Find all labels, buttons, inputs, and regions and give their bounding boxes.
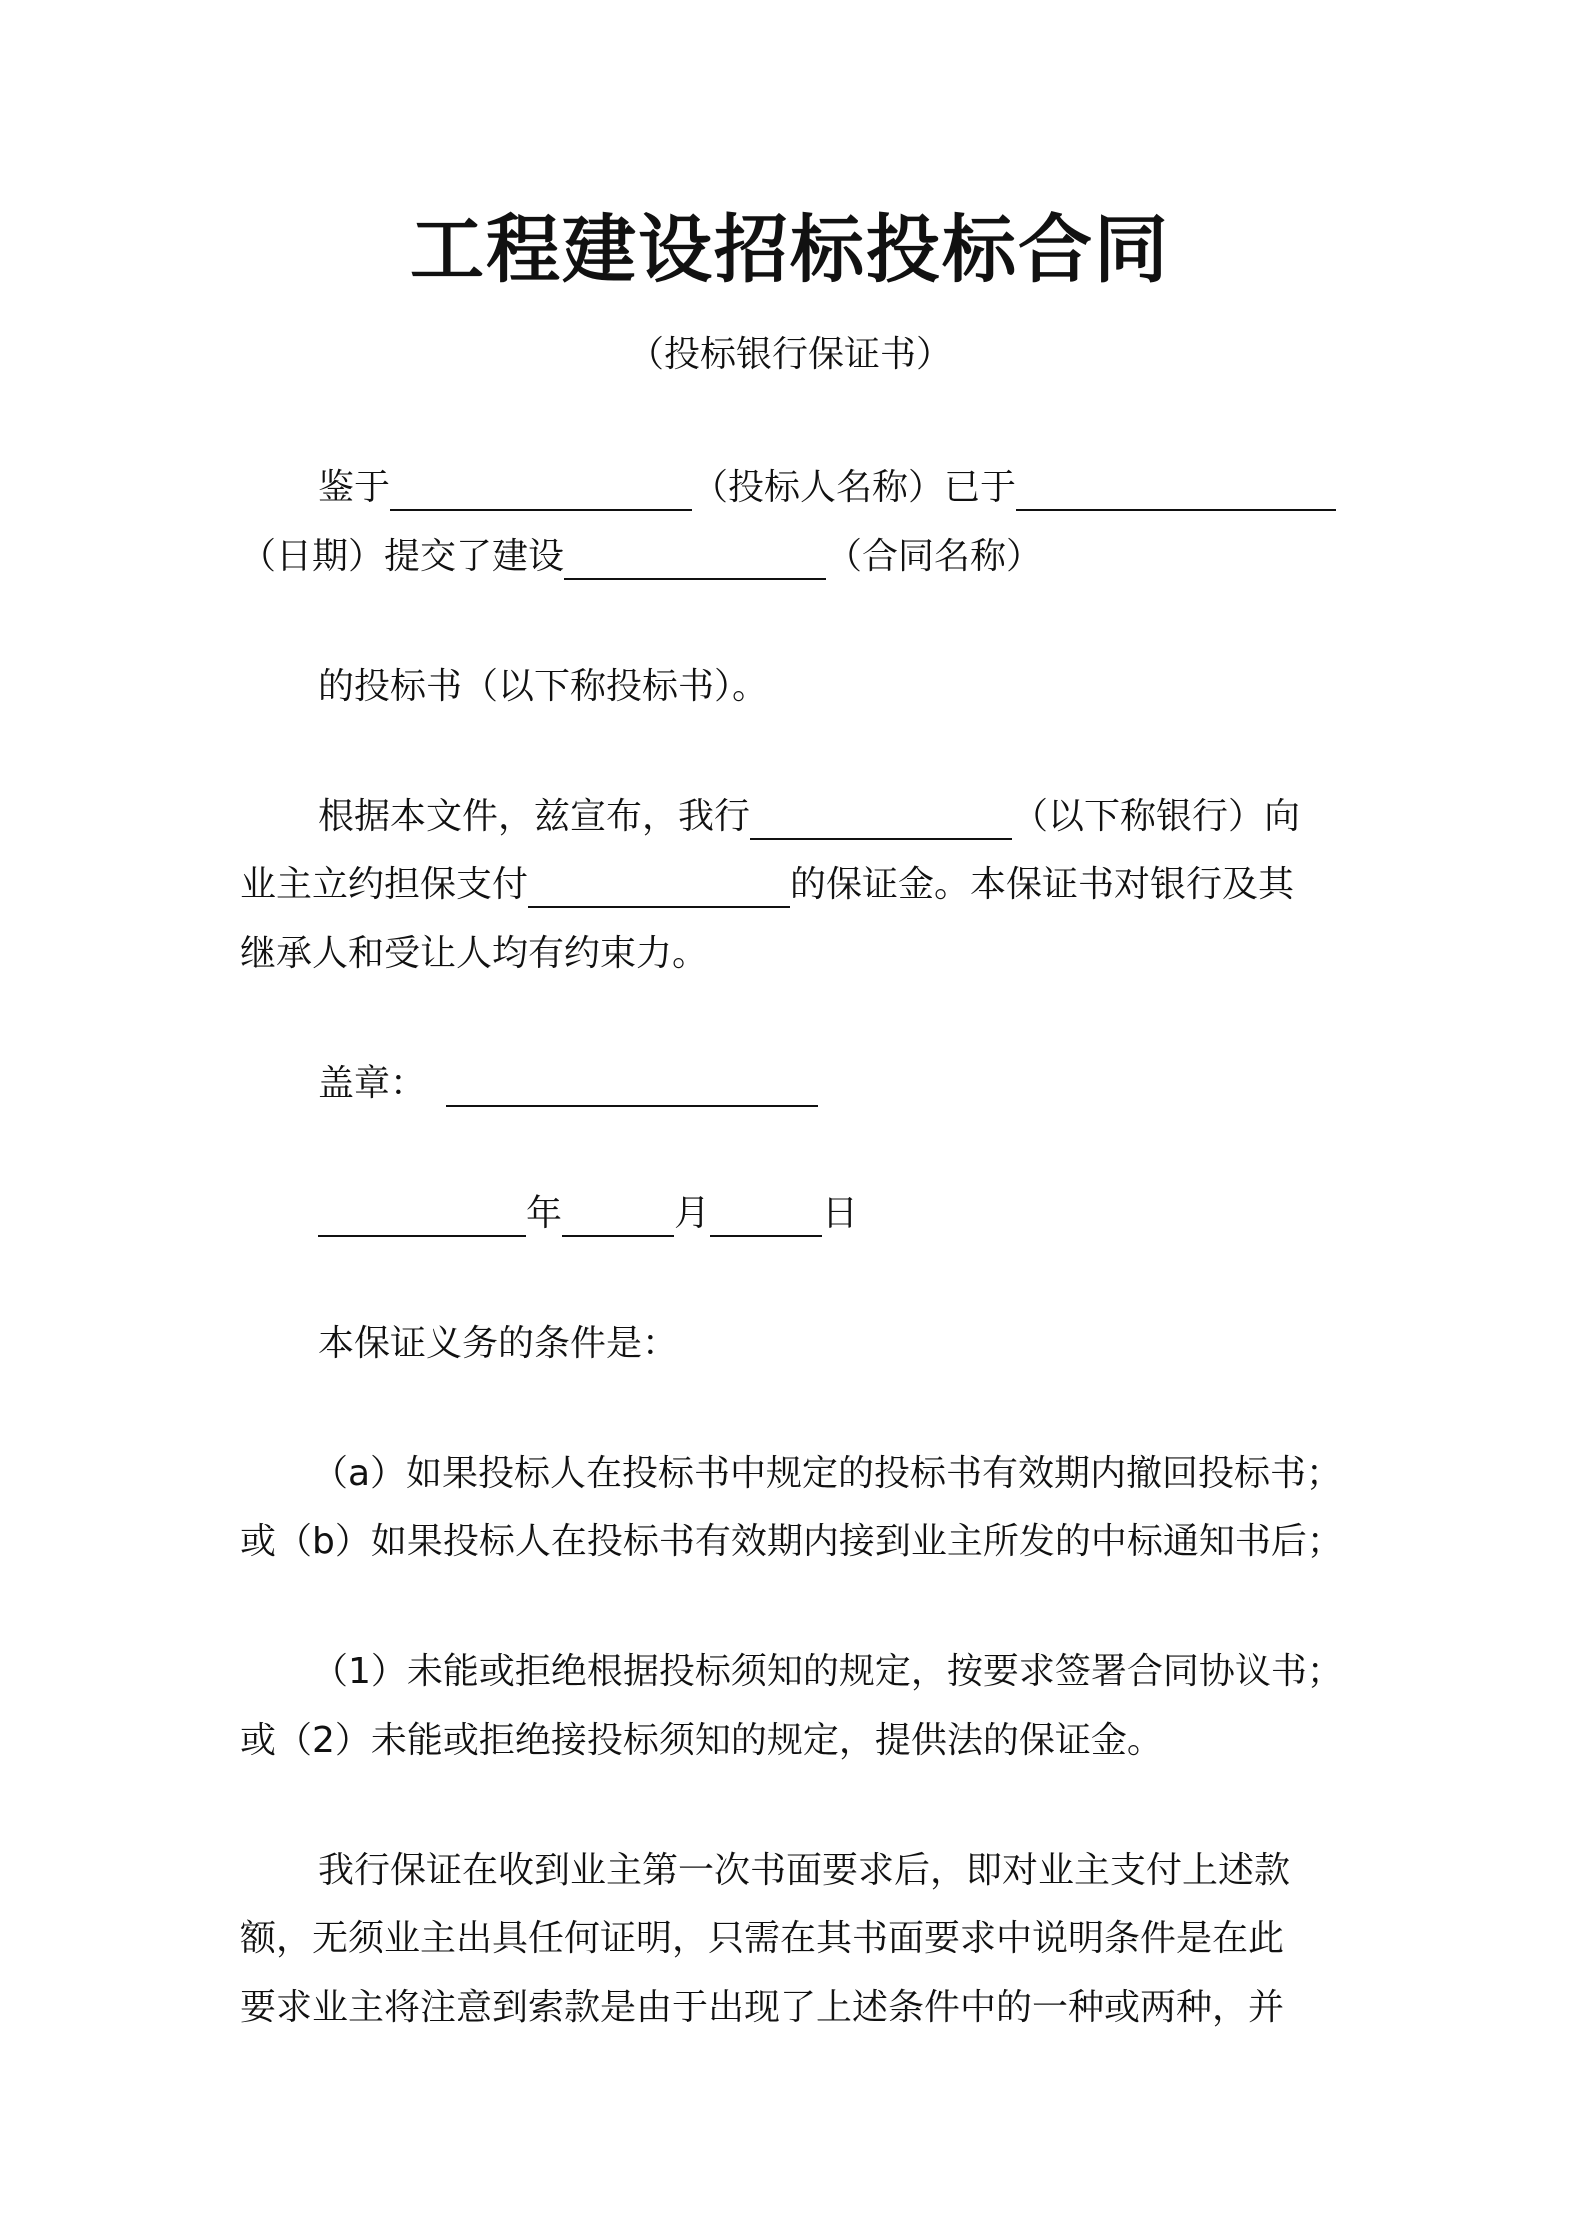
month-label: 月 bbox=[674, 1193, 711, 1234]
bidder-name-blank[interactable] bbox=[390, 463, 692, 511]
text-jianyu: 鉴于 bbox=[318, 467, 391, 508]
date-blank[interactable] bbox=[1016, 463, 1336, 511]
amount-blank[interactable] bbox=[528, 860, 790, 908]
paragraph-1-line-1 bbox=[318, 458, 1336, 518]
seal-label: 盖章： bbox=[318, 1063, 427, 1104]
seal-line bbox=[318, 1054, 818, 1114]
contract-name-blank[interactable] bbox=[564, 532, 826, 580]
paragraph-2: 的投标书（以下称投标书）。 bbox=[318, 666, 769, 707]
date-line bbox=[318, 1184, 858, 1244]
paragraph-3-line-2 bbox=[240, 855, 1294, 915]
seal-blank[interactable] bbox=[446, 1059, 818, 1107]
condition-2: 或（2）未能或拒绝接投标须知的规定，提供法的保证金。 bbox=[240, 1720, 1163, 1761]
last-paragraph-line-3: 要求业主将注意到索款是由于出现了上述条件中的一种或两种，并 bbox=[240, 1987, 1285, 2028]
text-submitted: （日期）提交了建设 bbox=[240, 536, 565, 577]
last-paragraph-line-1: 我行保证在收到业主第一次书面要求后，即对业主支付上述款 bbox=[318, 1850, 1291, 1891]
year-label: 年 bbox=[526, 1193, 563, 1234]
paragraph-3-line-1 bbox=[318, 787, 1300, 847]
condition-1: （1）未能或拒绝根据投标须知的规定，按要求签署合同协议书； bbox=[312, 1651, 1343, 1692]
text-bidder-name-label: （投标人名称）已于 bbox=[692, 467, 1017, 508]
conditions-intro: 本保证义务的条件是： bbox=[318, 1323, 679, 1364]
year-blank[interactable] bbox=[318, 1189, 526, 1237]
paragraph-1-line-2 bbox=[240, 527, 1042, 587]
last-paragraph-line-2: 额，无须业主出具任何证明，只需在其书面要求中说明条件是在此 bbox=[240, 1918, 1285, 1959]
text-contract-name-label: （合同名称） bbox=[826, 536, 1043, 577]
day-blank[interactable] bbox=[710, 1189, 822, 1237]
text-declare: 根据本文件，兹宣布，我行 bbox=[318, 796, 751, 837]
month-blank[interactable] bbox=[562, 1189, 674, 1237]
condition-a: （a）如果投标人在投标书中规定的投标书有效期内撤回投标书； bbox=[312, 1453, 1343, 1494]
text-guarantee-pay: 业主立约担保支付 bbox=[240, 864, 529, 905]
condition-b: 或（b）如果投标人在投标书有效期内接到业主所发的中标通知书后； bbox=[240, 1521, 1343, 1562]
text-bank-label: （以下称银行）向 bbox=[1012, 796, 1301, 837]
text-deposit: 的保证金。本保证书对银行及其 bbox=[790, 864, 1295, 905]
paragraph-3-line-3: 继承人和受让人均有约束力。 bbox=[240, 933, 709, 974]
document-subtitle: （投标银行保证书） bbox=[627, 334, 952, 375]
day-label: 日 bbox=[822, 1193, 859, 1234]
document-title: 工程建设招标投标合同 bbox=[410, 207, 1170, 293]
bank-name-blank[interactable] bbox=[750, 792, 1012, 840]
